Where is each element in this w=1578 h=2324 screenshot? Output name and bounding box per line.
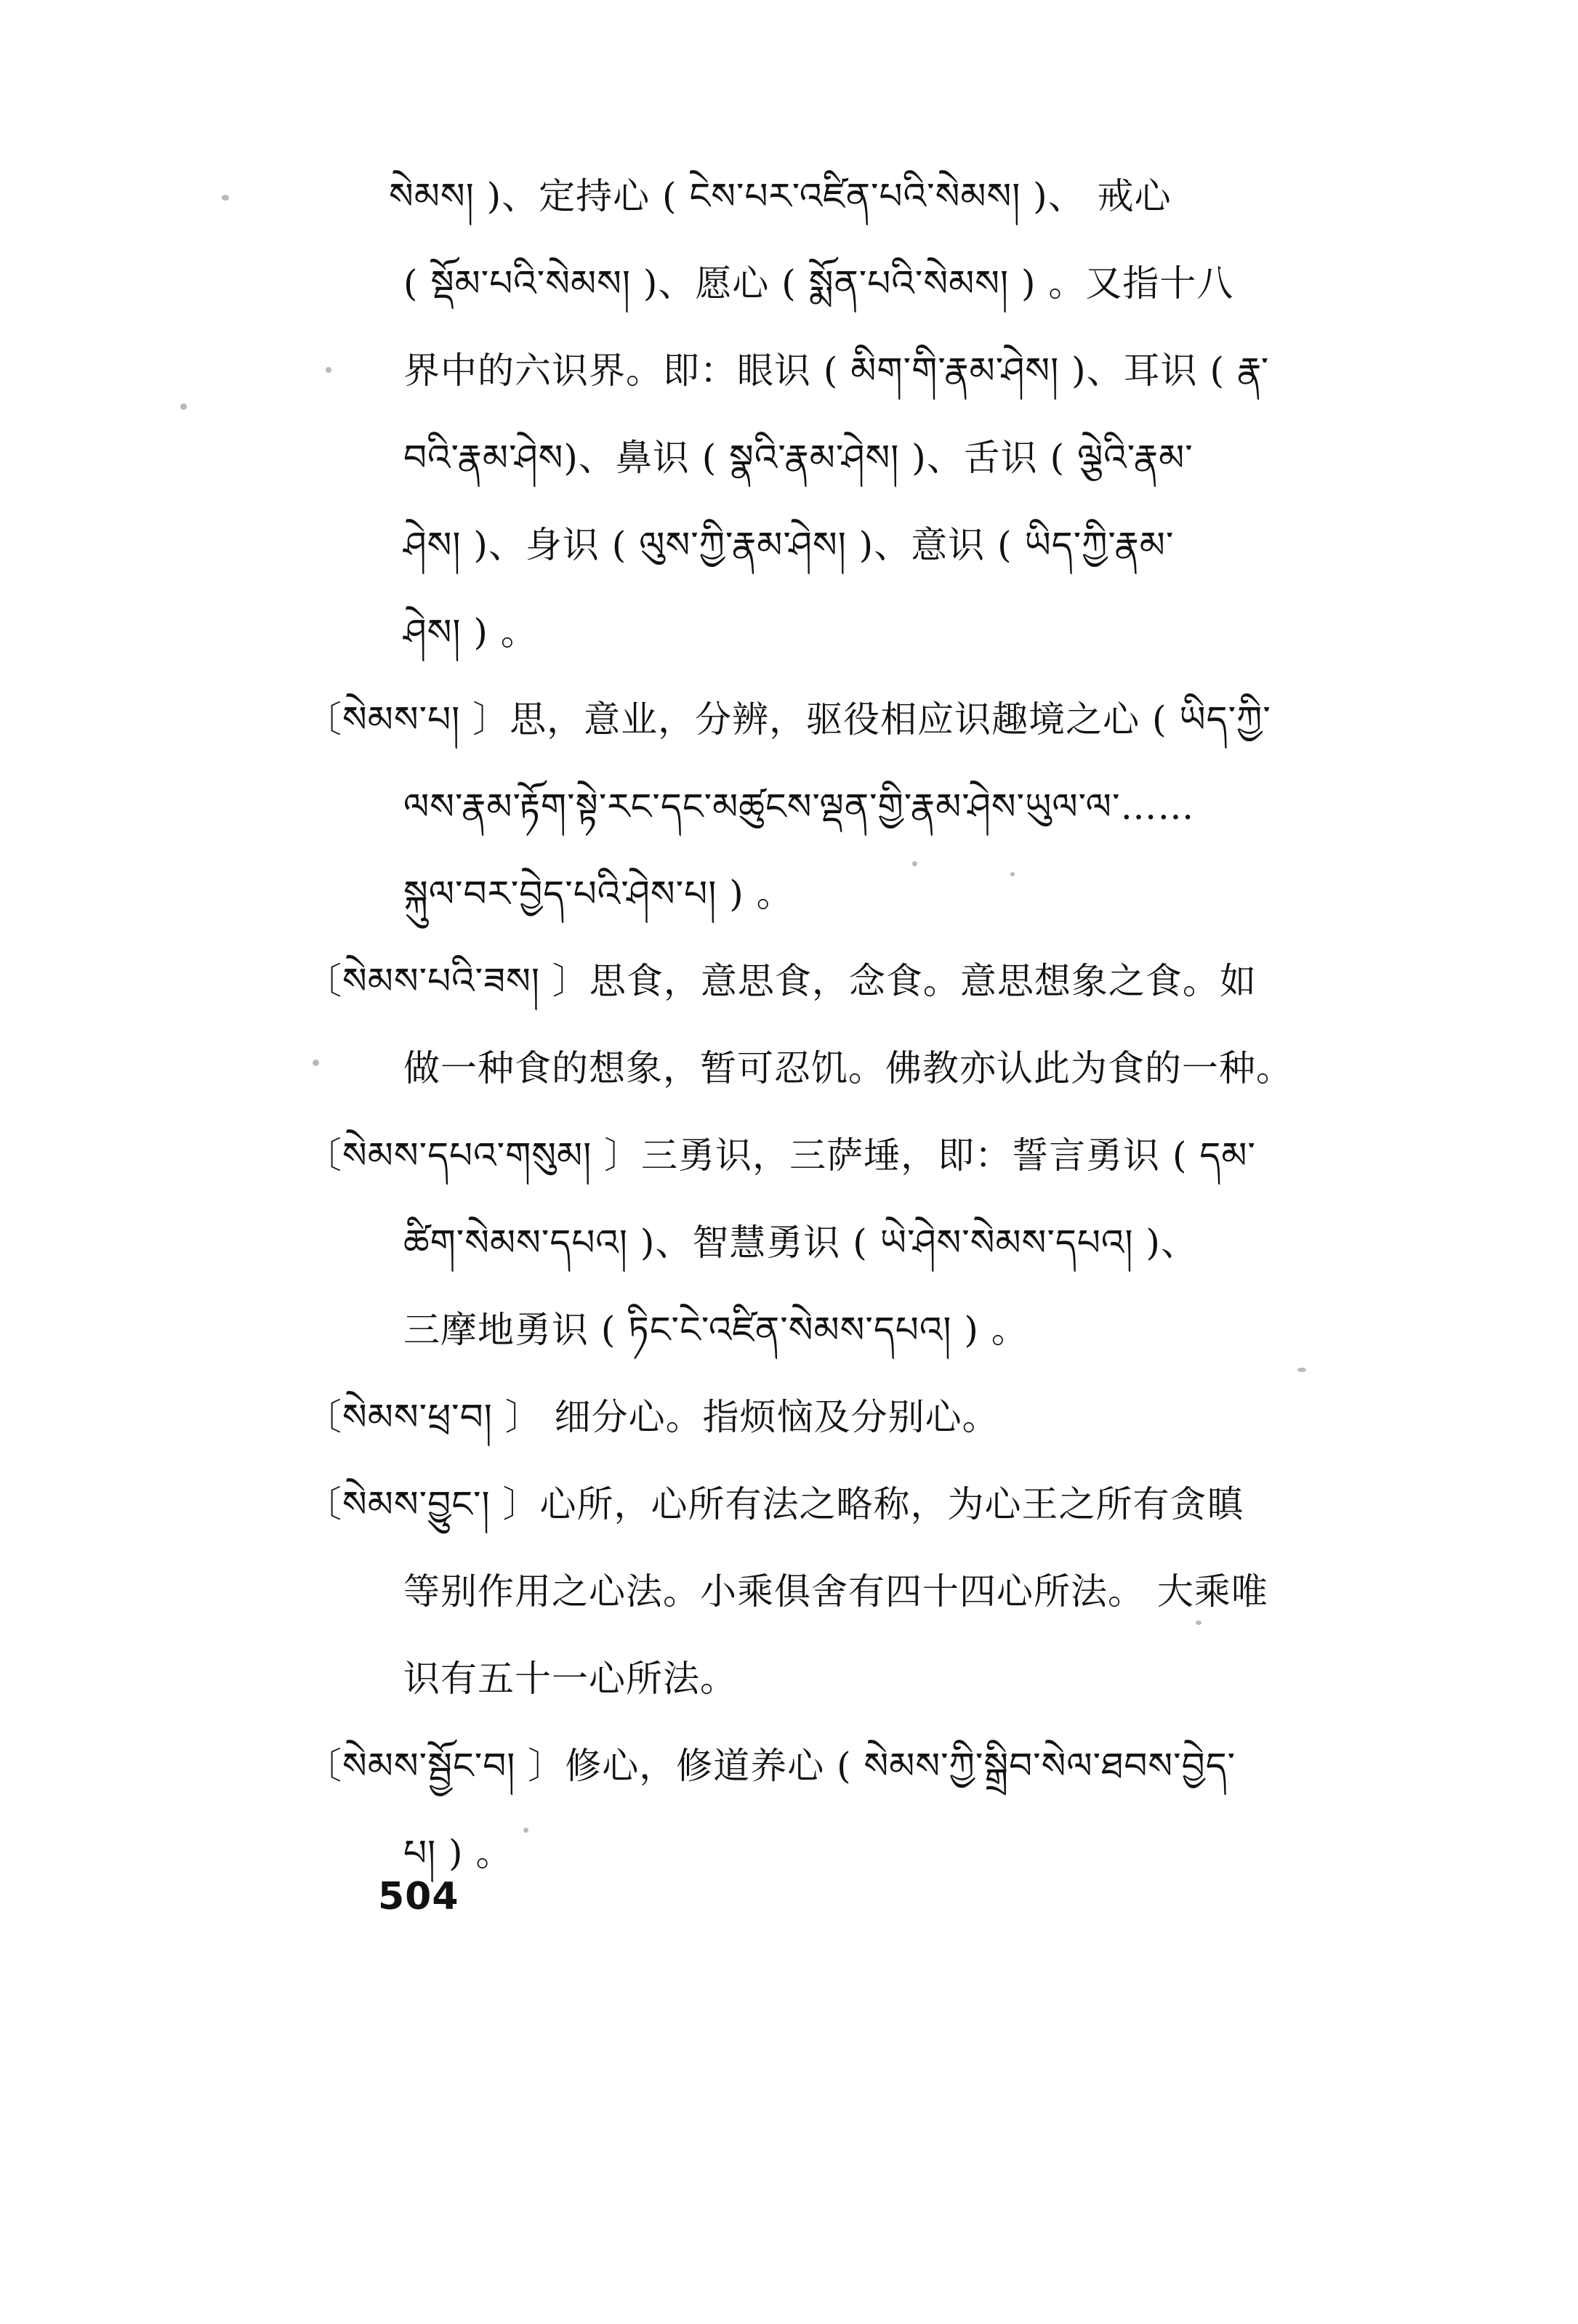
text-line-8: ལས་རྣམ་རྟོག་སྟེ་རང་དང་མཚུངས་ལྡན་གྱི་རྣམ་ཤེས་ཡུལ་ལ་…… xyxy=(403,786,1195,828)
text-line-3: 界中的六识界。即：眼识 ( མིག་གི་རྣམ་ཤེས། )、耳识 ( རྣ་ xyxy=(403,350,1270,392)
text-line-13: ཚིག་སེམས་དཔའ། )、智慧勇识 ( ཡེ་ཤེས་སེམས་དཔའ། )、 xyxy=(403,1222,1198,1264)
scan-speck xyxy=(180,403,187,410)
dictionary-entry-line: 〔སེམས་པའི་ཟས། 〕思食，意思食，念食。意思想象之食。如 xyxy=(305,960,1257,1002)
dictionary-entry-line: 〔སེམས་བྱུང་། 〕心所，心所有法之略称，为心王之所有贪瞋 xyxy=(305,1483,1244,1525)
dictionary-entry-line: 〔སེམས་པ། 〕思，意业，分辨，驱役相应识趣境之心 ( ཡིད་ཀྱི་ xyxy=(305,698,1271,741)
text-line-4: བའི་རྣམ་ཤེས)、鼻识 ( སྣའི་རྣམ་ཤེས། )、舌识 ( ལྕེའི་རྣམ་ xyxy=(403,437,1193,479)
text-line-17: 等别作用之心法。小乘俱舍有四十四心所法。 大乘唯 xyxy=(403,1570,1268,1613)
dictionary-entry-line: 〔སེམས་སྦྱོང་བ། 〕修心，修道养心 ( སེམས་ཀྱི་སྒྲིབ་སེལ་ཐབས་བྱེད་ xyxy=(305,1745,1236,1787)
page-number: 504 xyxy=(378,1875,459,1918)
scan-speck xyxy=(222,195,229,201)
dictionary-entry-line: 〔སེམས་ཕྲ་བ། 〕 细分心。指烦恼及分别心。 xyxy=(305,1396,999,1438)
text-line-20: པ། ) 。 xyxy=(403,1832,513,1874)
dictionary-entry-line: 〔སེམས་དཔའ་གསུམ། 〕三勇识，三萨埵，即：誓言勇识 ( དམ་ xyxy=(305,1134,1256,1177)
text-line-2: ( སྡོམ་པའི་སེམས། )、愿心 ( སྨོན་པའི་སེམས། ) 。又指十八 xyxy=(403,262,1234,304)
dictionary-text-block xyxy=(305,153,1425,1897)
text-line-9: སྐུལ་བར་བྱེད་པའི་ཤེས་པ། ) 。 xyxy=(403,873,794,915)
text-line-1: སེམས། )、定持心 ( ངེས་པར་འཛིན་པའི་སེམས། )、 戒心 xyxy=(389,175,1172,217)
text-line-11: 做一种食的想象，暂可忍饥。佛教亦认此为食的一种。 xyxy=(403,1047,1293,1089)
text-line-6: ཤེས། ) 。 xyxy=(403,611,538,653)
text-line-18: 识有五十一心所法。 xyxy=(403,1658,737,1700)
text-line-5: ཤེས། )、身识 ( ལུས་ཀྱི་རྣམ་ཤེས། )、意识 ( ཡིད་ཀྱི་རྣམ་ xyxy=(403,524,1175,566)
text-line-14: 三摩地勇识 ( ཏིང་ངེ་འཛིན་སེམས་དཔའ། ) 。 xyxy=(403,1309,1028,1351)
